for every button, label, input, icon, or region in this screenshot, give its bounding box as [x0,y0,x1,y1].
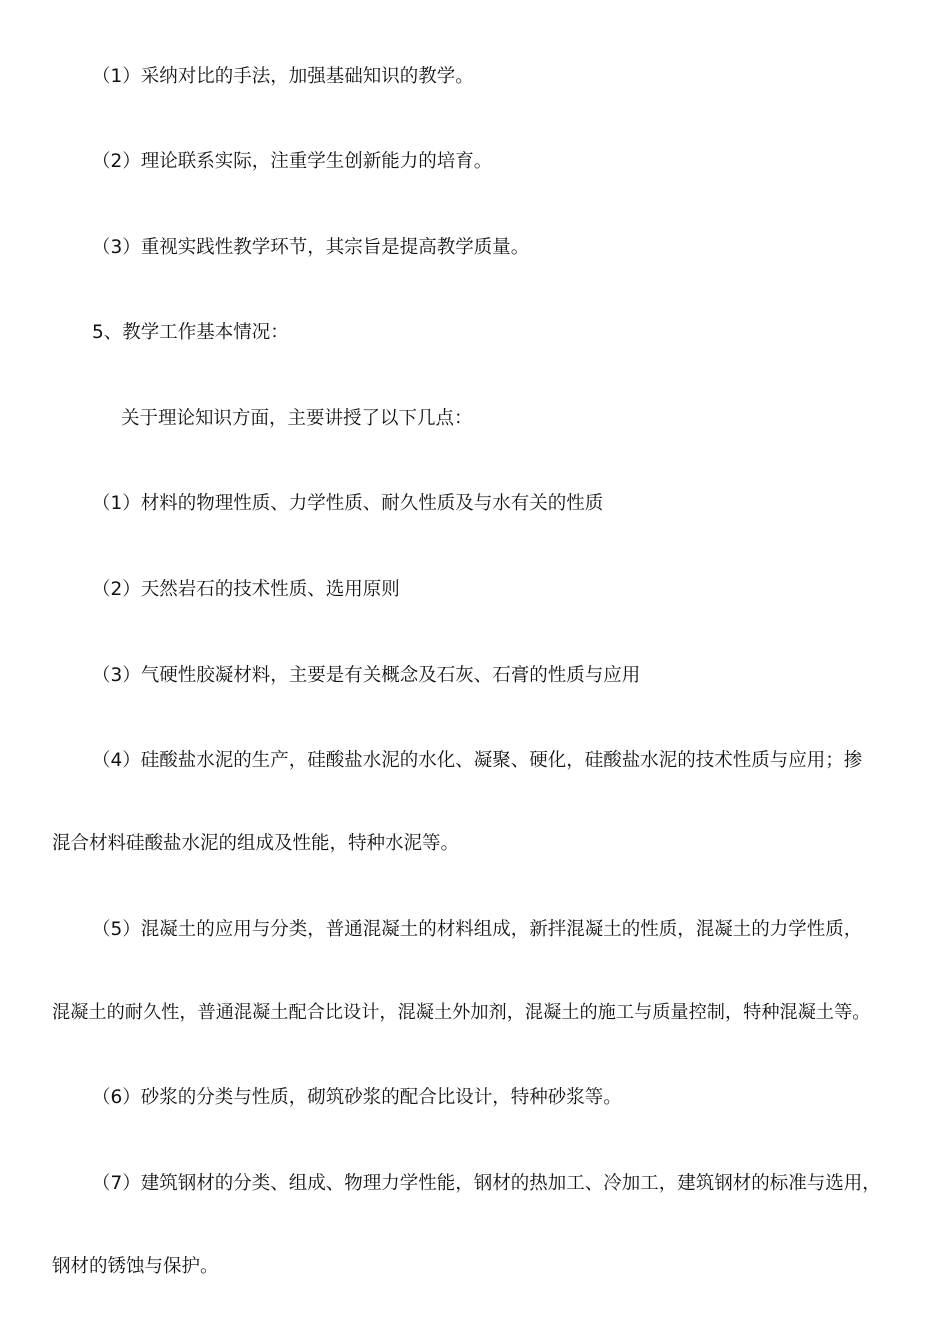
topic-line-1: （1）材料的物理性质、力学性质、耐久性质及与水有关的性质 [92,493,604,514]
text-line-item-2: （2）理论联系实际，注重学生创新能力的培育。 [92,151,493,172]
topic-line-4: （4）硅酸盐水泥的生产，硅酸盐水泥的水化、凝聚、硬化，硅酸盐水泥的技术性质与应用；掺 [92,750,863,771]
topic-line-2: （2）天然岩石的技术性质、选用原则 [92,579,400,600]
intro-line: 关于理论知识方面，主要讲授了以下几点： [121,408,473,429]
topic-line-4-cont: 混合材料硅酸盐水泥的组成及性能，特种水泥等。 [52,833,460,854]
topic-line-6: （6）砂浆的分类与性质，砌筑砂浆的配合比设计，特种砂浆等。 [92,1087,622,1108]
topic-line-7-cont: 钢材的锈蚀与保护。 [52,1256,219,1277]
topic-line-3: （3）气硬性胶凝材料，主要是有关概念及石灰、石膏的性质与应用 [92,665,641,686]
text-line-item-1: （1）采纳对比的手法，加强基础知识的教学。 [92,66,474,87]
text-line-item-3: （3）重视实践性教学环节，其宗旨是提高教学质量。 [92,237,530,258]
section-heading-5: 5、教学工作基本情况： [92,322,289,343]
topic-line-7: （7）建筑钢材的分类、组成、物理力学性能，钢材的热加工、冷加工，建筑钢材的标准与选用， [92,1173,881,1194]
topic-line-5-cont: 混凝土的耐久性，普通混凝土配合比设计，混凝土外加剂，混凝土的施工与质量控制，特种混凝土等。 [52,1002,871,1023]
topic-line-5: （5）混凝土的应用与分类，普通混凝土的材料组成，新拌混凝土的性质，混凝土的力学性质， [92,919,863,940]
